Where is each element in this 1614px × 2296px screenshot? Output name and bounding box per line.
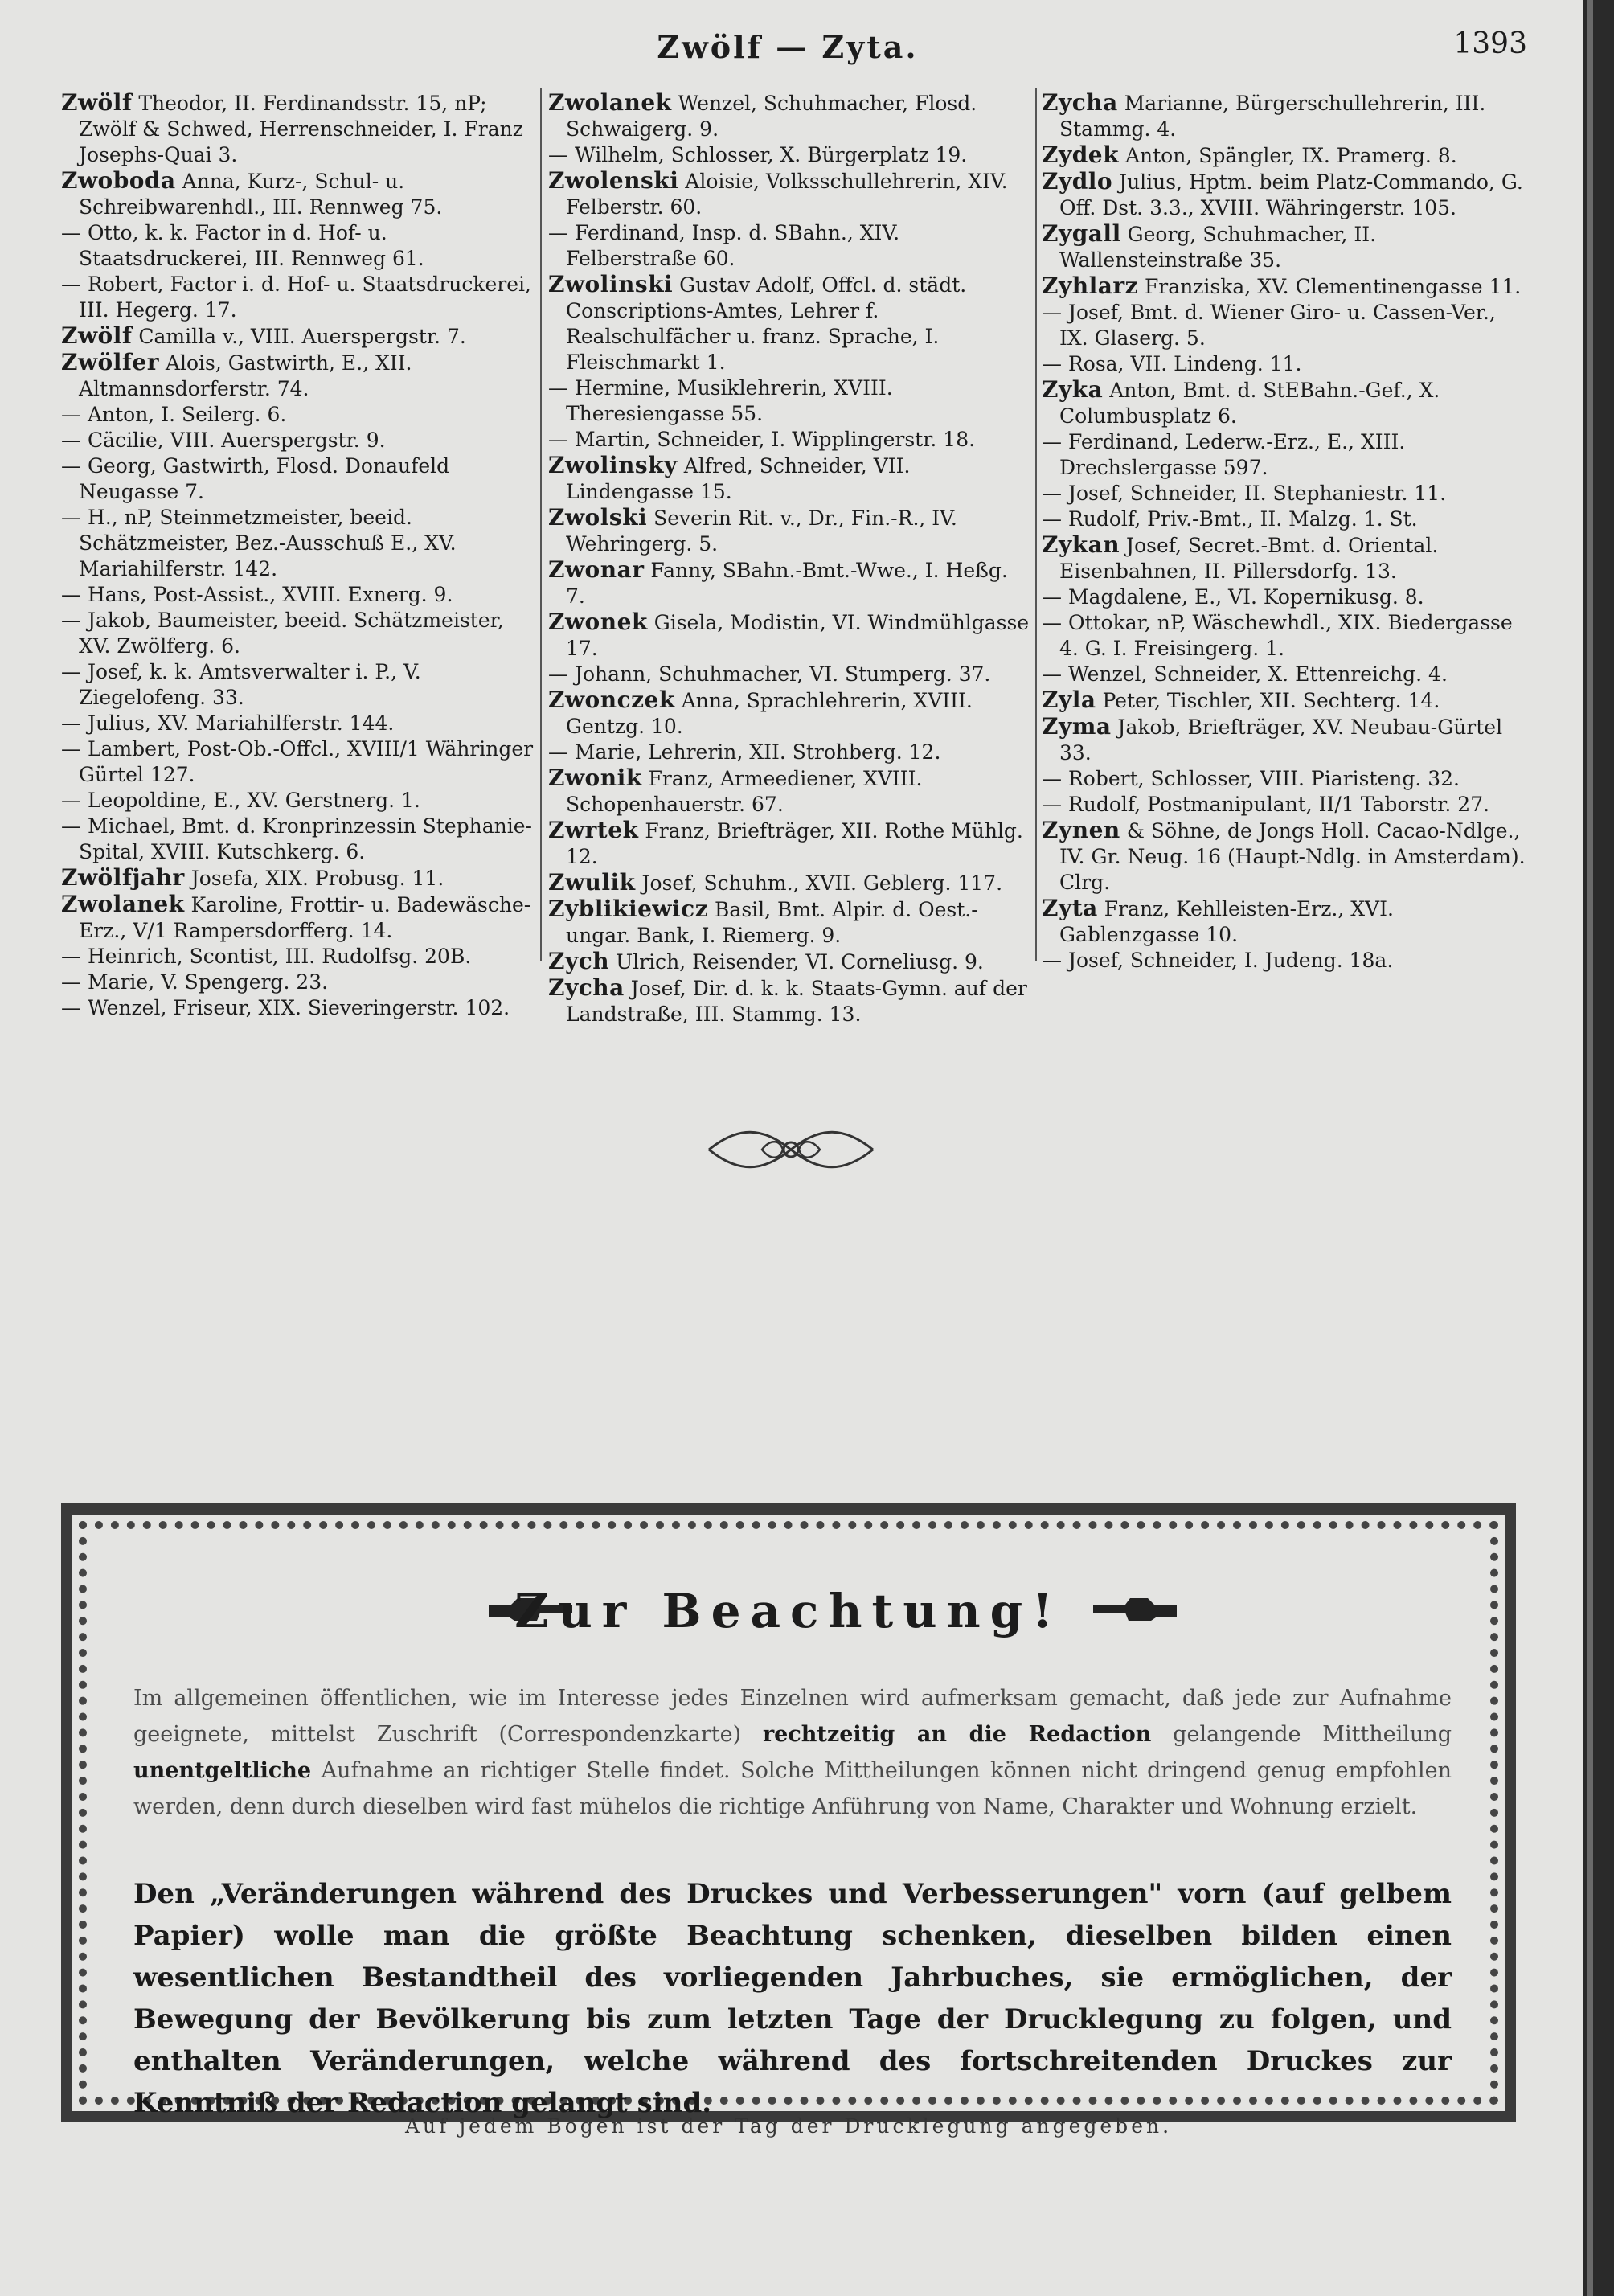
entry-details: — Magdalene, E., VI. Kopernikusg. 8. (1042, 585, 1424, 609)
directory-entry (61, 350, 537, 402)
directory-entry (548, 975, 1032, 1027)
directory-entry (548, 453, 1032, 505)
entry-details: Josef, Dir. d. k. k. Staats-Gymn. auf der Landstraße, III. Stammg. 13. (566, 977, 1027, 1026)
entry-details: — Robert, Factor i. d. Hof- u. Staatsdruckerei, III. Hegerg. 17. (61, 273, 531, 322)
entry-surname: Zycha (1042, 89, 1118, 116)
directory-entry (1042, 818, 1527, 896)
directory-entry (1042, 506, 1527, 532)
directory-entry (61, 711, 537, 736)
column-divider (540, 88, 542, 961)
entry-surname: Zyka (1042, 376, 1104, 403)
entry-details: Anna, Sprachlehrerin, XVIII. Gentzg. 10. (566, 689, 973, 738)
directory-entry (61, 323, 537, 350)
entry-details: Franz, Armeediener, XVIII. Schopenhauerstr. 67. (566, 767, 923, 816)
entry-surname: Zwolinski (548, 271, 674, 297)
entry-surname: Zwolanek (548, 89, 672, 116)
directory-entry (548, 949, 1032, 975)
directory-entry (1042, 221, 1527, 273)
entry-details: Camilla v., VIII. Auerspergstr. 7. (132, 325, 466, 348)
entry-details: — Lambert, Post-Ob.-Offcl., XVIII/1 Währinger Gürtel 127. (61, 737, 534, 786)
entry-details: — Leopoldine, E., XV. Gerstnerg. 1. (61, 789, 420, 812)
directory-entry (61, 736, 537, 788)
directory-entry (61, 608, 537, 659)
directory-entry (61, 272, 537, 323)
directory-entry (61, 505, 537, 582)
entry-details: Franz, Kehlleisten-Erz., XVI. Gablenzgasse 10. (1059, 897, 1394, 946)
directory-entry (548, 168, 1032, 220)
directory-entry (61, 220, 537, 272)
entry-details: Gisela, Modistin, VI. Windmühlgasse 17. (566, 611, 1030, 660)
entry-details: — Marie, Lehrerin, XII. Strohberg. 12. (548, 740, 941, 764)
notice-footer: Auf jedem Bogen ist der Tag der Drucklegung angegeben. (404, 2114, 1173, 2138)
entry-details: Fanny, SBahn.-Bmt.-Wwe., I. Heßg. 7. (566, 559, 1008, 608)
notice-paragraph-2: Den „Veränderungen während des Druckes und Verbesserungen" vorn (auf gelbem Papier) wolle man die größte Beachtung schenken, dieselben bilden einen wesentlichen Bestandtheil des vorliegenden Jahrbuches, sie ermöglichen, der Bewegung der Bevölkerung bis zum letzten Tage der Drucklegung zu folgen, und enthalten Veränderungen, welche während des fortschreitenden Druckes zur Kenntniß der Redaction gelangt sind. (133, 1878, 1452, 2119)
entry-details: — Robert, Schlosser, VIII. Piaristeng. 32. (1042, 767, 1460, 790)
entry-details: — Rudolf, Postmanipulant, II/1 Taborstr. 27. (1042, 793, 1490, 816)
entry-details: — Ferdinand, Insp. d. SBahn., XIV. Felberstraße 60. (548, 221, 900, 270)
entry-details: — Cäcilie, VIII. Auerspergstr. 9. (61, 428, 386, 452)
entry-details: — Heinrich, Scontist, III. Rudolfsg. 20B. (61, 945, 472, 968)
entry-details: Karoline, Frottir- u. Badewäsche-Erz., V/1 Rampersdorfferg. 14. (79, 893, 531, 942)
notice-box (61, 1503, 1516, 2138)
entry-surname: Zwolanek (61, 891, 185, 917)
entry-details: — Josef, Schneider, I. Judeng. 18a. (1042, 949, 1394, 972)
directory-entry (1042, 377, 1527, 429)
directory-entry (1042, 351, 1527, 377)
entry-details: Marianne, Bürgerschullehrerin, III. Stammg. 4. (1059, 92, 1486, 141)
directory-entry (61, 453, 537, 505)
directory-entry (548, 609, 1032, 662)
entry-details: Josef, Secret.-Bmt. d. Oriental. Eisenbahnen, II. Pillersdorfg. 13. (1059, 534, 1439, 583)
directory-column-2 (548, 89, 1032, 1026)
entry-details: — Josef, Schneider, II. Stephaniestr. 11. (1042, 482, 1447, 505)
directory-entry (548, 870, 1032, 896)
notice-text: Im allgemeinen öffentlichen, wie im Interesse jedes Einzelnen wird aufmerksam gemacht, daß jede zur Aufnahme geeignete, mittelst Zuschrift (Correspondenzkarte) (133, 1686, 1452, 1747)
entry-details: — Georg, Gastwirth, Flosd. Donaufeld Neugasse 7. (61, 454, 450, 503)
entry-details: Alois, Gastwirth, E., XII. Altmannsdorferstr. 74. (79, 351, 412, 400)
entry-details: — Wenzel, Friseur, XIX. Sieveringerstr. 102. (61, 996, 510, 1019)
entry-details: — Ferdinand, Lederw.-Erz., E., XIII. Drechslergasse 597. (1042, 430, 1406, 479)
directory-entry (1042, 90, 1527, 142)
directory-entry (1042, 948, 1527, 974)
directory-entry (61, 168, 537, 220)
entry-surname: Zwölf (61, 322, 133, 349)
directory-entry (61, 995, 537, 1021)
entry-details: Theodor, II. Ferdinandsstr. 15, nP; Zwölf & Schwed, Herrenschneider, I. Franz Josephs-Quai 3. (79, 92, 523, 166)
entry-surname: Zwulik (548, 869, 636, 896)
entry-surname: Zyla (1042, 687, 1096, 713)
directory-entry (61, 659, 537, 711)
entry-details: Gustav Adolf, Offcl. d. städt. Conscriptions-Amtes, Lehrer f. Realschulfächer u. franz. Sprache, I. Fleischmarkt 1. (566, 273, 967, 374)
entry-details: Franziska, XV. Clementinengasse 11. (1138, 275, 1522, 298)
page-number: 1393 (1453, 27, 1527, 60)
entry-details: — H., nP, Steinmetzmeister, beeid. Schätzmeister, Bez.-Ausschuß E., XV. Mariahilferstr. 142. (61, 506, 457, 580)
directory-entry (1042, 792, 1527, 818)
entry-surname: Zydlo (1042, 168, 1113, 195)
entry-surname: Zwolenski (548, 167, 679, 194)
entry-details: — Rudolf, Priv.-Bmt., II. Malzg. 1. St. (1042, 507, 1418, 531)
entry-surname: Zych (548, 948, 610, 974)
entry-details: — Hans, Post-Assist., XVIII. Exnerg. 9. (61, 583, 453, 606)
entry-details: — Rosa, VII. Lindeng. 11. (1042, 352, 1302, 375)
directory-entry (1042, 687, 1527, 714)
directory-entry (1042, 610, 1527, 662)
entry-details: Anton, Bmt. d. StEBahn.-Gef., X. Columbusplatz 6. (1059, 379, 1440, 428)
entry-surname: Zyblikiewicz (548, 896, 709, 922)
entry-details: — Wilhelm, Schlosser, X. Bürgerplatz 19. (548, 143, 968, 166)
directory-entry (548, 272, 1032, 375)
notice-content (109, 1552, 1468, 2138)
directory-entry (1042, 896, 1527, 948)
directory-entry (1042, 766, 1527, 792)
directory-entry (1042, 429, 1527, 481)
entry-details: Alfred, Schneider, VII. Lindengasse 15. (566, 454, 911, 503)
entry-details: Severin Rit. v., Dr., Fin.-R., IV. Wehringerg. 5. (566, 506, 957, 556)
directory-entry (548, 505, 1032, 557)
entry-surname: Zydek (1042, 141, 1120, 168)
directory-entry (1042, 300, 1527, 351)
notice-paragraph-1 (133, 1680, 1452, 1825)
notice-emphasis: rechtzeitig an die Redaction (762, 1722, 1152, 1747)
notice-text: gelangende Mittheilung (1151, 1722, 1452, 1747)
entry-surname: Zwonik (548, 765, 642, 791)
entry-surname: Zykan (1042, 531, 1120, 558)
directory-entry (61, 892, 537, 944)
directory-entry (1042, 169, 1527, 221)
entry-surname: Zwonczek (548, 687, 675, 713)
entry-surname: Zwoboda (61, 167, 176, 194)
entry-surname: Zwölfer (61, 349, 159, 375)
entry-surname: Zwonek (548, 609, 648, 635)
directory-entry (548, 740, 1032, 765)
entry-surname: Zygall (1042, 220, 1121, 247)
entry-surname: Zwölfjahr (61, 864, 185, 891)
directory-entry (548, 220, 1032, 272)
directory-entry (61, 582, 537, 608)
entry-details: Josefa, XIX. Probusg. 11. (184, 867, 444, 890)
entry-details: Anna, Kurz-, Schul- u. Schreibwarenhdl., III. Rennweg 75. (79, 170, 443, 219)
entry-details: Ulrich, Reisender, VI. Corneliusg. 9. (609, 950, 984, 974)
directory-column-1 (61, 89, 537, 1019)
directory-entry (548, 427, 1032, 453)
entry-details: Wenzel, Schuhmacher, Flosd. Schwaigerg. 9. (566, 92, 977, 141)
entry-surname: Zwölf (61, 89, 133, 116)
entry-surname: Zycha (548, 974, 625, 1001)
entry-details: Basil, Bmt. Alpir. d. Oest.-ungar. Bank, I. Riemerg. 9. (566, 898, 978, 947)
notice-text: Aufnahme an richtiger Stelle findet. Solche Mittheilungen können nicht dringend genug empfohlen werden, denn durch dieselben wird fast mühelos die richtige Anführung von Name, Charakter und Wohnung erzielt. (133, 1758, 1452, 1819)
directory-entry (1042, 662, 1527, 687)
directory-entry (1042, 532, 1527, 584)
entry-surname: Zyhlarz (1042, 273, 1138, 299)
directory-entry (61, 428, 537, 453)
directory-entry (548, 765, 1032, 818)
entry-details: — Anton, I. Seilerg. 6. (61, 403, 287, 426)
entry-details: — Marie, V. Spengerg. 23. (61, 970, 329, 994)
column-divider (1035, 88, 1037, 961)
directory-entry (61, 788, 537, 814)
entry-details: Aloisie, Volksschullehrerin, XIV. Felberstr. 60. (566, 170, 1008, 219)
entry-details: — Jakob, Baumeister, beeid. Schätzmeister, XV. Zwölferg. 6. (61, 609, 504, 658)
entry-surname: Zwolski (548, 504, 648, 531)
entry-details: — Josef, k. k. Amtsverwalter i. P., V. Ziegelofeng. 33. (61, 660, 421, 709)
directory-entry (1042, 481, 1527, 506)
entry-surname: Zynen (1042, 817, 1120, 843)
entry-details: & Söhne, de Jongs Holl. Cacao-Ndlge., IV. Gr. Neug. 16 (Haupt-Ndlg. in Amsterdam). Clrg. (1059, 819, 1526, 894)
pointing-hand-left-icon (1090, 1593, 1178, 1629)
entry-details: — Otto, k. k. Factor in d. Hof- u. Staatsdruckerei, III. Rennweg 61. (61, 221, 424, 270)
entry-details: Josef, Schuhm., XVII. Geblerg. 117. (635, 871, 1003, 895)
entry-details: — Hermine, Musiklehrerin, XVIII. Theresiengasse 55. (548, 376, 893, 425)
directory-entry (1042, 584, 1527, 610)
entry-details: — Johann, Schuhmacher, VI. Stumperg. 37. (548, 662, 991, 686)
directory-entry (548, 375, 1032, 427)
entry-details: Peter, Tischler, XII. Sechterg. 14. (1096, 689, 1440, 712)
directory-entry (1042, 273, 1527, 300)
entry-details: Franz, Briefträger, XII. Rothe Mühlg. 12. (566, 819, 1023, 868)
directory-entry (61, 814, 537, 865)
directory-entry (1042, 714, 1527, 766)
entry-details: — Martin, Schneider, I. Wipplingerstr. 18. (548, 428, 976, 451)
directory-entry (61, 865, 537, 892)
entry-surname: Zyma (1042, 713, 1112, 740)
entry-details: — Wenzel, Schneider, X. Ettenreichg. 4. (1042, 662, 1448, 686)
notice-emphasis: unentgeltliche (133, 1758, 312, 1783)
directory-entry (548, 818, 1032, 870)
entry-details: — Michael, Bmt. d. Kronprinzessin Stephanie-Spital, XVIII. Kutschkerg. 6. (61, 814, 532, 863)
directory-entry (1042, 142, 1527, 169)
directory-entry (61, 90, 537, 168)
entry-details: Jakob, Briefträger, XV. Neubau-Gürtel 33. (1059, 715, 1503, 765)
entry-details: — Josef, Bmt. d. Wiener Giro- u. Cassen-Ver., IX. Glaserg. 5. (1042, 301, 1496, 350)
entry-details: Julius, Hptm. beim Platz-Commando, G. Off. Dst. 3.3., XVIII. Währingerstr. 105. (1059, 170, 1523, 219)
notice-title: Zur Beachtung! (514, 1584, 1063, 1638)
entry-surname: Zwrtek (548, 817, 639, 843)
directory-entry (548, 557, 1032, 609)
directory-entry (548, 687, 1032, 740)
running-head (0, 24, 1583, 72)
directory-entry (61, 970, 537, 995)
entry-surname: Zwonar (548, 556, 645, 583)
entry-details: Anton, Spängler, IX. Pramerg. 8. (1119, 144, 1457, 167)
entry-details: — Ottokar, nP, Wäschewhdl., XIX. Biedergasse 4. G. I. Freisingerg. 1. (1042, 611, 1513, 660)
directory-entry (548, 90, 1032, 142)
directory-entry (61, 944, 537, 970)
entry-details: — Julius, XV. Mariahilferstr. 144. (61, 711, 395, 735)
entry-surname: Zwolinsky (548, 452, 678, 478)
ornament-divider-icon (706, 1121, 876, 1178)
directory-entry (548, 896, 1032, 949)
page-title: Zwölf — Zyta. (657, 29, 919, 65)
entry-details: Georg, Schuhmacher, II. Wallensteinstraße 35. (1059, 223, 1377, 272)
entry-surname: Zyta (1042, 895, 1098, 921)
directory-entry (548, 142, 1032, 168)
directory-entry (548, 662, 1032, 687)
directory-column-3 (1042, 89, 1527, 972)
directory-entry (61, 402, 537, 428)
scan-edge (1583, 0, 1614, 2296)
